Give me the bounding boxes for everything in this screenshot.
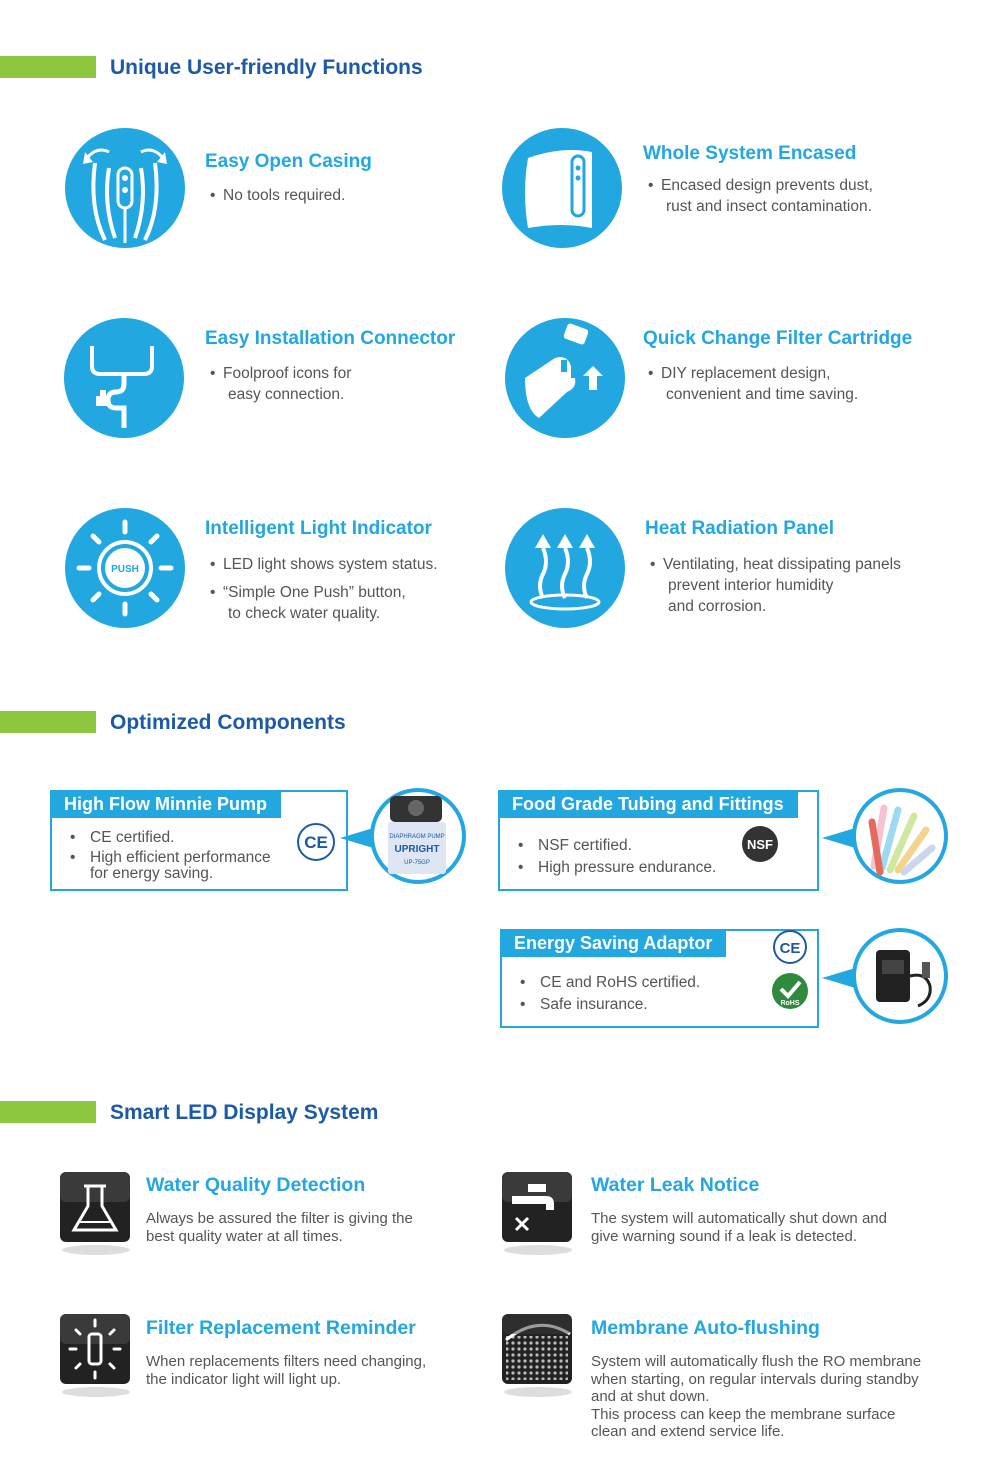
component-card-pump bbox=[50, 790, 348, 891]
component-list: • NSF certified. • High pressure endurance. bbox=[518, 837, 717, 876]
feature-bullet: • Foolproof icons for easy connection. bbox=[210, 365, 352, 403]
feature-title-installation-connector: Easy Installation Connector bbox=[205, 328, 456, 349]
section-bar-components bbox=[0, 711, 96, 733]
easy-open-casing-icon bbox=[65, 128, 185, 248]
section-bar-led bbox=[0, 1101, 96, 1123]
light-indicator-icon bbox=[65, 508, 185, 628]
svg-text:CE: CE bbox=[304, 833, 328, 852]
section-title-led: Smart LED Display System bbox=[110, 1101, 379, 1124]
section-title-functions: Unique User-friendly Functions bbox=[110, 56, 423, 79]
led-desc-filter-reminder: When replacements filters need changing, the indicator light will light up. bbox=[146, 1353, 427, 1388]
component-card-adaptor bbox=[500, 929, 819, 1028]
component-card-tubing bbox=[498, 790, 819, 891]
component-title-pump: High Flow Minnie Pump bbox=[50, 790, 281, 818]
svg-text:UPRIGHT: UPRIGHT bbox=[394, 844, 440, 855]
component-title-tubing: Food Grade Tubing and Fittings bbox=[498, 790, 798, 818]
water-quality-flask-icon bbox=[56, 1168, 136, 1258]
pump-image-icon bbox=[340, 786, 470, 886]
svg-text:NSF: NSF bbox=[747, 837, 773, 852]
feature-title-easy-open-casing: Easy Open Casing bbox=[205, 151, 372, 172]
heat-radiation-icon bbox=[505, 508, 625, 628]
feature-title-heat-radiation: Heat Radiation Panel bbox=[645, 518, 834, 539]
led-desc-water-quality: Always be assured the filter is giving the best quality water at all times. bbox=[146, 1210, 413, 1245]
adaptor-image-icon bbox=[822, 926, 952, 1026]
led-title-water-leak: Water Leak Notice bbox=[591, 1174, 760, 1196]
section-bar-functions bbox=[0, 56, 96, 78]
feature-bullet: • Ventilating, heat dissipating panels prevent interior humidity and corrosion. bbox=[650, 556, 901, 615]
feature-title-light-indicator: Intelligent Light Indicator bbox=[205, 518, 432, 539]
svg-text:CE: CE bbox=[779, 940, 801, 957]
led-desc-water-leak: The system will automatically shut down and give warning sound if a leak is detected. bbox=[591, 1210, 887, 1245]
ce-badge-icon bbox=[770, 929, 810, 967]
section-title-components: Optimized Components bbox=[110, 711, 346, 734]
feature-bullet: • “Simple One Push” button, to check water quality. bbox=[210, 584, 406, 622]
component-list: • CE and RoHS certified. • Safe insurance. bbox=[520, 974, 701, 1013]
push-label: PUSH bbox=[111, 564, 139, 575]
nsf-badge-icon bbox=[740, 824, 780, 864]
svg-text:RoHS: RoHS bbox=[780, 1000, 800, 1007]
installation-connector-icon bbox=[64, 318, 184, 438]
feature-bullet: • LED light shows system status. bbox=[210, 556, 438, 573]
membrane-flush-icon bbox=[498, 1310, 578, 1400]
svg-text:UP-75GP: UP-75GP bbox=[404, 860, 430, 866]
led-title-water-quality: Water Quality Detection bbox=[146, 1174, 366, 1196]
water-leak-faucet-icon bbox=[498, 1168, 578, 1258]
filter-reminder-light-icon bbox=[56, 1310, 136, 1400]
feature-bullet: • No tools required. bbox=[210, 187, 346, 204]
filter-cartridge-icon bbox=[505, 318, 625, 438]
svg-text:DIAPHRAGM PUMP: DIAPHRAGM PUMP bbox=[389, 834, 445, 840]
tubing-image-icon bbox=[822, 786, 952, 886]
feature-bullet: • DIY replacement design, convenient and time saving. bbox=[648, 365, 859, 403]
led-title-filter-reminder: Filter Replacement Reminder bbox=[146, 1317, 416, 1339]
feature-bullet: • Encased design prevents dust, rust and insect contamination. bbox=[648, 177, 873, 215]
rohs-badge-icon bbox=[770, 971, 810, 1011]
component-title-adaptor: Energy Saving Adaptor bbox=[500, 929, 726, 957]
feature-title-whole-system-encased: Whole System Encased bbox=[643, 143, 857, 164]
led-desc-membrane-flushing: System will automatically flush the RO membrane when starting, on regular intervals during standby and at shut down. This process can keep the membrane surface clean and extend service life. bbox=[591, 1353, 922, 1440]
feature-title-filter-cartridge: Quick Change Filter Cartridge bbox=[643, 328, 913, 349]
component-list: • CE certified. • High efficient performance for energy saving. bbox=[70, 829, 271, 882]
led-title-membrane-flushing: Membrane Auto-flushing bbox=[591, 1317, 820, 1339]
ce-badge-icon bbox=[296, 822, 336, 862]
whole-system-encased-icon bbox=[502, 128, 622, 248]
